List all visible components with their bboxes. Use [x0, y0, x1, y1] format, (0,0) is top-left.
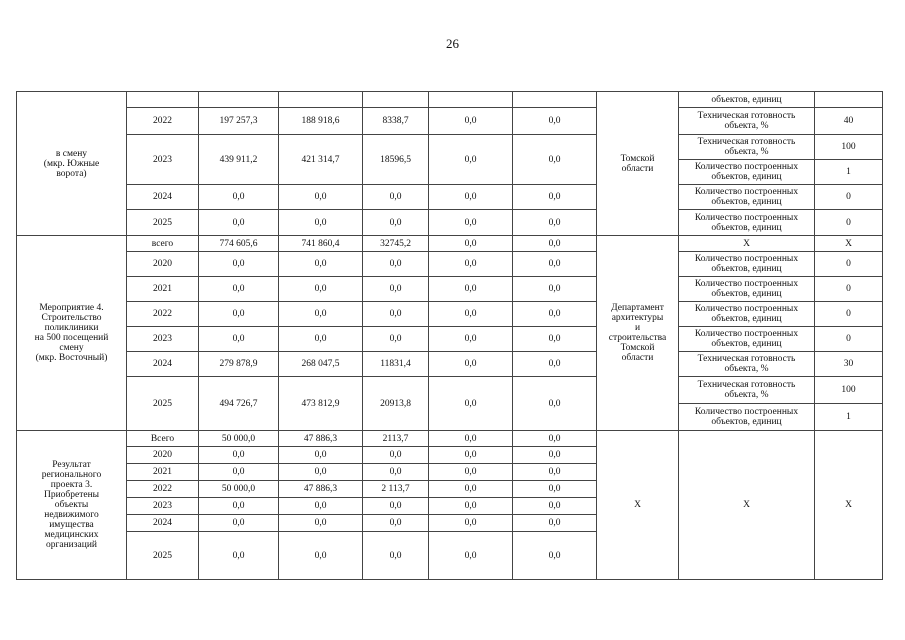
regional-cell: 0,0 [363, 210, 429, 236]
extra-cell: 0,0 [513, 108, 597, 135]
regional-cell: 0,0 [363, 447, 429, 464]
table-row [17, 92, 883, 108]
year-cell: 2024 [127, 185, 199, 210]
federal-cell: 47 886,3 [279, 481, 363, 498]
federal-cell: 0,0 [279, 185, 363, 210]
table-row [17, 108, 883, 135]
regional-cell: 0,0 [363, 498, 429, 515]
indicator-value-cell: 0 [815, 210, 883, 236]
activity-name-cell [17, 236, 127, 431]
responsible-line: строительства [608, 333, 667, 343]
indicator-cell: Х [679, 431, 815, 580]
responsible-line: архитектуры [611, 313, 664, 323]
responsible-line: Томской [620, 153, 655, 164]
activity-name-line: Строительство [41, 313, 102, 323]
activity-name-line: на 500 посещений [34, 333, 109, 343]
regional-cell [363, 92, 429, 108]
year-cell: 2023 [127, 327, 199, 352]
year-cell: 2020 [127, 447, 199, 464]
regional-cell: 2 113,7 [363, 481, 429, 498]
extra-cell: 0,0 [513, 236, 597, 252]
local-cell: 0,0 [429, 277, 513, 302]
year-cell: 2025 [127, 532, 199, 580]
federal-cell: 741 860,4 [279, 236, 363, 252]
indicator-cell: Техническая готовность объекта, % [679, 377, 815, 404]
regional-cell: 20913,8 [363, 377, 429, 431]
indicator-cell: Количество построенных объектов, единиц [679, 327, 815, 352]
year-cell: 2024 [127, 352, 199, 377]
regional-cell: 32745,2 [363, 236, 429, 252]
extra-cell: 0,0 [513, 135, 597, 185]
activity-name-cell [17, 431, 127, 580]
extra-cell: 0,0 [513, 252, 597, 277]
activity-name-line: Мероприятие 4. [39, 303, 104, 313]
table-row [17, 252, 883, 277]
responsible-cell: Х [597, 431, 679, 580]
regional-cell: 2113,7 [363, 431, 429, 447]
total-cell: 0,0 [199, 302, 279, 327]
local-cell: 0,0 [429, 498, 513, 515]
total-cell: 774 605,6 [199, 236, 279, 252]
year-cell: 2022 [127, 481, 199, 498]
activity-name-line: Приобретены [43, 490, 100, 500]
local-cell: 0,0 [429, 327, 513, 352]
table-row [17, 210, 883, 236]
extra-cell: 0,0 [513, 277, 597, 302]
federal-cell: 0,0 [279, 464, 363, 481]
local-cell: 0,0 [429, 532, 513, 580]
indicator-cell: объектов, единиц [679, 92, 815, 108]
local-cell: 0,0 [429, 352, 513, 377]
activity-name-cell [17, 92, 127, 236]
activity-name-line: недвижимого [44, 510, 99, 520]
year-cell: 2020 [127, 252, 199, 277]
indicator-value-cell: 0 [815, 277, 883, 302]
table-row [17, 302, 883, 327]
total-cell: 0,0 [199, 327, 279, 352]
extra-cell: 0,0 [513, 210, 597, 236]
activity-name-line: Результат [52, 460, 91, 470]
local-cell: 0,0 [429, 377, 513, 431]
indicator-value-cell: 100 [815, 377, 883, 404]
year-cell: 2021 [127, 464, 199, 481]
total-cell: 50 000,0 [199, 481, 279, 498]
local-cell [429, 92, 513, 108]
federal-cell: 0,0 [279, 302, 363, 327]
total-cell: 197 257,3 [199, 108, 279, 135]
extra-cell: 0,0 [513, 377, 597, 431]
local-cell: 0,0 [429, 210, 513, 236]
indicator-cell: Количество построенных объектов, единиц [679, 252, 815, 277]
indicator-value-cell: 1 [815, 160, 883, 185]
indicator-cell: Количество построенных объектов, единиц [679, 277, 815, 302]
activity-name-line: объекты [54, 500, 89, 510]
federal-cell: 0,0 [279, 327, 363, 352]
indicator-cell: Х [679, 236, 815, 252]
indicator-cell: Количество построенных объектов, единиц [679, 302, 815, 327]
extra-cell: 0,0 [513, 447, 597, 464]
indicator-value-cell: 0 [815, 252, 883, 277]
indicator-cell: Техническая готовность объекта, % [679, 108, 815, 135]
indicator-value-cell: Х [815, 236, 883, 252]
extra-cell: 0,0 [513, 464, 597, 481]
local-cell: 0,0 [429, 236, 513, 252]
regional-cell: 0,0 [363, 277, 429, 302]
year-cell: 2023 [127, 135, 199, 185]
year-cell: 2021 [127, 277, 199, 302]
regional-cell: 0,0 [363, 302, 429, 327]
total-cell: 0,0 [199, 210, 279, 236]
regional-cell: 18596,5 [363, 135, 429, 185]
indicator-cell: Количество построенных объектов, единиц [679, 185, 815, 210]
indicator-cell: Техническая готовность объекта, % [679, 135, 815, 160]
indicator-value-cell: 1 [815, 404, 883, 431]
regional-cell: 0,0 [363, 515, 429, 532]
extra-cell: 0,0 [513, 431, 597, 447]
total-cell: 0,0 [199, 185, 279, 210]
year-cell: всего [127, 236, 199, 252]
year-cell: Всего [127, 431, 199, 447]
activity-name-line: проекта 3. [50, 480, 93, 490]
indicator-cell: Техническая готовность объекта, % [679, 352, 815, 377]
total-cell: 0,0 [199, 277, 279, 302]
total-cell: 50 000,0 [199, 431, 279, 447]
responsible-cell [597, 236, 679, 431]
table-row [17, 327, 883, 352]
local-cell: 0,0 [429, 185, 513, 210]
table-row [17, 431, 883, 447]
local-cell: 0,0 [429, 302, 513, 327]
indicator-value-cell [815, 92, 883, 108]
total-cell: 0,0 [199, 498, 279, 515]
local-cell: 0,0 [429, 252, 513, 277]
extra-cell [513, 92, 597, 108]
table-row [17, 185, 883, 210]
local-cell: 0,0 [429, 108, 513, 135]
total-cell: 0,0 [199, 447, 279, 464]
responsible-line: Томской [620, 343, 655, 353]
total-cell [199, 92, 279, 108]
responsible-line: области [621, 353, 654, 363]
activity-name-line: поликлиники [44, 323, 99, 333]
federal-cell: 47 886,3 [279, 431, 363, 447]
federal-cell: 0,0 [279, 498, 363, 515]
activity-name-line: смену [59, 343, 84, 353]
page-number: 26 [446, 36, 459, 51]
indicator-value-cell: 100 [815, 135, 883, 160]
extra-cell: 0,0 [513, 352, 597, 377]
total-cell: 0,0 [199, 252, 279, 277]
regional-cell: 8338,7 [363, 108, 429, 135]
local-cell: 0,0 [429, 135, 513, 185]
regional-cell: 0,0 [363, 252, 429, 277]
federal-cell: 0,0 [279, 210, 363, 236]
federal-cell: 0,0 [279, 532, 363, 580]
responsible-cell [597, 92, 679, 236]
indicator-value-cell: 0 [815, 327, 883, 352]
federal-cell: 0,0 [279, 252, 363, 277]
indicator-value-cell: 30 [815, 352, 883, 377]
regional-cell: 0,0 [363, 185, 429, 210]
table-row [17, 236, 883, 252]
extra-cell: 0,0 [513, 327, 597, 352]
table-row [17, 352, 883, 377]
year-cell [127, 92, 199, 108]
indicator-value-cell: 40 [815, 108, 883, 135]
year-cell: 2025 [127, 377, 199, 431]
federal-cell: 0,0 [279, 447, 363, 464]
year-cell: 2025 [127, 210, 199, 236]
total-cell: 494 726,7 [199, 377, 279, 431]
activity-name-line: регионального [41, 470, 102, 480]
indicator-cell: Количество построенных объектов, единиц [679, 160, 815, 185]
year-cell: 2022 [127, 302, 199, 327]
extra-cell: 0,0 [513, 532, 597, 580]
total-cell: 0,0 [199, 515, 279, 532]
indicator-cell: Количество построенных объектов, единиц [679, 404, 815, 431]
year-cell: 2022 [127, 108, 199, 135]
indicator-cell: Количество построенных объектов, единиц [679, 210, 815, 236]
table-row [17, 135, 883, 160]
extra-cell: 0,0 [513, 481, 597, 498]
federal-cell: 0,0 [279, 277, 363, 302]
responsible-line: и [634, 323, 641, 333]
local-cell: 0,0 [429, 447, 513, 464]
indicator-value-cell: 0 [815, 302, 883, 327]
federal-cell: 268 047,5 [279, 352, 363, 377]
extra-cell: 0,0 [513, 515, 597, 532]
activity-name-line: в смену [55, 148, 88, 159]
activity-name-line: ворота) [56, 168, 87, 179]
federal-cell: 421 314,7 [279, 135, 363, 185]
local-cell: 0,0 [429, 481, 513, 498]
activity-name-line: имущества [49, 520, 94, 530]
regional-cell: 0,0 [363, 327, 429, 352]
table-row [17, 377, 883, 404]
regional-cell: 0,0 [363, 464, 429, 481]
total-cell: 439 911,2 [199, 135, 279, 185]
activity-name-line: (мкр. Восточный) [35, 353, 108, 363]
responsible-line: области [621, 163, 654, 174]
local-cell: 0,0 [429, 431, 513, 447]
total-cell: 0,0 [199, 464, 279, 481]
total-cell: 279 878,9 [199, 352, 279, 377]
activity-name-line: организаций [45, 540, 97, 550]
activity-name-line: (мкр. Южные [43, 158, 100, 169]
local-cell: 0,0 [429, 464, 513, 481]
total-cell: 0,0 [199, 532, 279, 580]
local-cell: 0,0 [429, 515, 513, 532]
federal-cell: 0,0 [279, 515, 363, 532]
regional-cell: 0,0 [363, 532, 429, 580]
indicator-value-cell: Х [815, 431, 883, 580]
federal-cell [279, 92, 363, 108]
table-row [17, 277, 883, 302]
indicator-value-cell: 0 [815, 185, 883, 210]
extra-cell: 0,0 [513, 302, 597, 327]
activity-name-line: медицинских [44, 530, 99, 540]
federal-cell: 473 812,9 [279, 377, 363, 431]
extra-cell: 0,0 [513, 185, 597, 210]
year-cell: 2024 [127, 515, 199, 532]
extra-cell: 0,0 [513, 498, 597, 515]
regional-cell: 11831,4 [363, 352, 429, 377]
year-cell: 2023 [127, 498, 199, 515]
federal-cell: 188 918,6 [279, 108, 363, 135]
program-table [16, 91, 883, 580]
responsible-line: Департамент [611, 303, 664, 313]
